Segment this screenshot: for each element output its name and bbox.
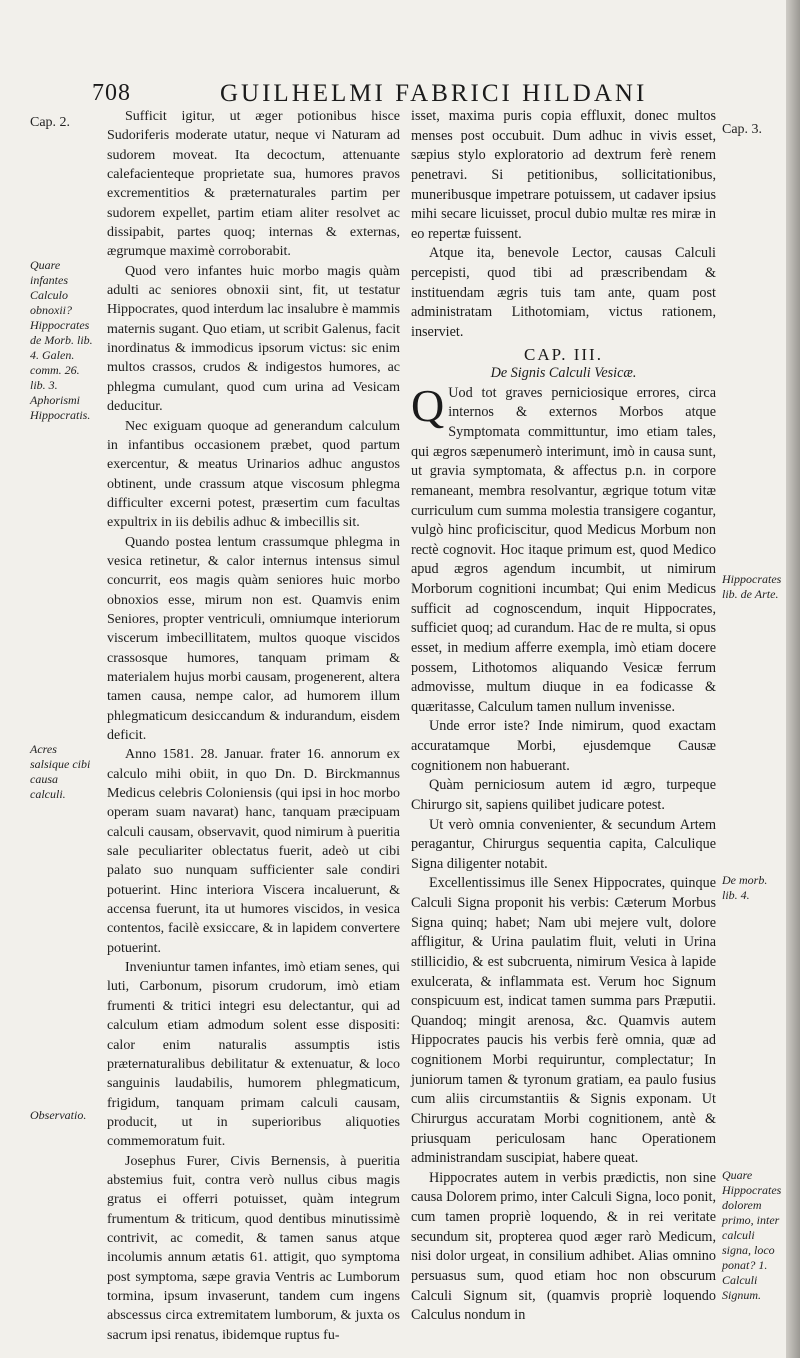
paragraph: isset, maxima puris copia effluxit, donec multos menses post occubuit. Dum adhuc in vivis esset, sæpius stylo exploratorio ad dextrum ferè renem penetravi. Si petitionibus, sollicitationibus, muneribusque impetrare potuissem, ut cadaver ipsius mihi secare licuisset, procul dubio multæ res miræ in eo repertæ fuissent.: [411, 108, 716, 242]
paragraph: Hippocrates autem in verbis prædictis, non sine causa Dolorem primo, inter Calculi Signa, loco ponit, cum tamen propriè loquendo, & in rei veritate secundum sit, propterea quod æger rarò Medicum, nisi dolor urgeat, in consilium adhibet. Alias omnino persuasus sum, quod etiam hoc non obscurum Calculi Signum sit, (quamvis propriè loquendo Calculus nondum in: [411, 1169, 716, 1324]
margin-note-acres: Acres salsique cibi causa calculi.: [30, 742, 91, 801]
chapter-subtitle: De Signis Calculi Vesicæ.: [490, 365, 637, 382]
paragraph-text: Uod tot graves perniciosique errores, circa internos & externos Morbos atque Symptomata committuntur, imo etiam tales, qui ægros sæpenumerò interimunt, imò in causa sunt, ut gravia symptomata, & affectus p.n. in corpore remaneant, membra resolvantur, ægrique totum vitæ curriculum cum summa molestia transigere cogantur, vulgò hinc proficiscitur, quod Medicus Morbum non rectè cognovit. Hoc itaque primum est, quod Medico apud ægros agendum incumbit, ut nimirum Morborum cognitioni incumbat; Qui enim Medicus sufficit ad cognoscendum, inquit Hippocrates, sufficiet quoq; ad curandum. Hac de re multa, si opus esset, in medium afferre exempla, imò etiam docere possem, Lithotomos aliquando Vesicæ ferrum admovisse, multum diuque in ea fodicasse & quæritasse, Calculum tamen nullum invenisse.: [411, 384, 716, 715]
paragraph: Josephus Furer, Civis Bernensis, à pueritia abstemius fuit, contra verò nullus cibus magis gratus ei offerri potuisset, quàm integrum frumentum & triticum, quod dentibus minutissimè contrivit, ac comedit, & tamen sanus atque incolumis annum ætatis 61. attigit, quo symptoma post symptoma, sæpe gravia Ventris ac Lumborum tormina, ipsum invaserunt, tandem cum ingens abscessus circa extremitatem lumborum, & juxta os sacrum ipsi renatus, ibidemque ruptus fu-: [107, 1153, 400, 1343]
left-column: [107, 107, 400, 1345]
margin-note-observatio: Observatio.: [30, 1108, 87, 1122]
margin-note-quare: Quare Hippocrates dolorem primo, inter calculi signa, loco ponat? 1. Calculi Signum.: [722, 1168, 782, 1302]
margin-note-arte: Hippocrates lib. de Arte.: [722, 572, 782, 601]
drop-cap: Q: [411, 379, 445, 431]
paragraph: Atque ita, benevole Lector, causas Calculi percepisti, quod tibi ad præscribendam & instituendam ægris tuis tam ante, quam post administratam Lithotomiam, victus rationem, inserviet.: [411, 245, 716, 340]
paragraph: Ut verò omnia convenienter, & secundum Artem peragantur, Chirurgus sequentia capita, Calculique Signa diligenter notabit.: [411, 816, 716, 872]
paragraph: Quod vero infantes huic morbo magis quàm adulti ac seniores obnoxii sint, fit, ut testatur Hippocrates, quod interdum lac insalubre è mammis maternis sugant. Quo etiam, ut scribit Galenus, facit inordinatus & immodicus ipsorum victus: sic enim multos crassos, crudos & indigestos humores, ac phlegma cumulant, quod cum urina ad Vesicam deducitur.: [107, 263, 400, 415]
page-header: [92, 80, 732, 110]
paragraph: Excellentissimus ille Senex Hippocrates, quinque Calculi Signa proponit his verbis: Cæterum Morbus Signa quinq; habet; Nam ubi mejere vult, dolore affligitur, & Urina paulatim fluit, veluti in Urina stillicidio, & est subcruenta, nimirum Vesica à lapide exulcerata, & inflammata est. Verum hoc Signum conspicuum est, indicat tamen summa pars Præputii. Quandoq; mingit arenosa, &c. Quamvis autem Hippocrates paucis his verbis ferè omnia, quæ ad cognitionem Morbi requiruntur, complectatur; In juniorum tamen & tyronum gratiam, ea paulo fusius cum aliis circumstantiis & Signis exponam. Ut Chirurgus accuratam Morbi cognitionem, antè & priusquam periculosam hanc Operationem administrandam suscipiat, habere queat.: [411, 875, 716, 1167]
paragraph: Sufficit igitur, ut æger potionibus hisce Sudoriferis moderate utatur, neque vi Naturam ad sudorem moveat. Ita decoctum, attenuante calefacienteque proprietate sua, humores pravos excrementitios & præternaturales partim per sudorem expellet, partim etiam aliter resolvet ac dissipabit, partes quoq; internas & externas, ægrumque maximè corroborabit.: [107, 109, 400, 260]
paragraph: [411, 379, 716, 718]
paragraph: Inveniuntur tamen infantes, imò etiam senes, qui luti, Carbonum, pisorum crudorum, imò etiam frumenti & tritici integri esu delectantur, qui ad calculum etiam admodum solent esse dispositi: calor enim naturalis assumptis istis præternaturalibus debilitatur & extenuatur, & loco sanguinis laudabilis, humorem phlegmaticum, frigidum, tanquam primam calculi causam, producit, ut in superioribus aliquoties commemoratum fuit.: [107, 960, 400, 1150]
paragraph: Nec exiguam quoque ad generandum calculum in infantibus occasionem præbet, quod partum exercentur, & meatus Urinarios adhuc angustos obtinent, unde crassum atque viscosum phlegma difficulter excerni potest, præsertim cum facultas expultrix in iis debilis adhuc & imbecillis sit.: [107, 418, 400, 531]
paragraph: Unde error iste? Inde nimirum, quod exactam accuratamque Morbi, ejusdemque Causæ cognitionem non habuerant.: [411, 718, 716, 774]
chapter-title: CAP. III.: [524, 344, 603, 364]
margin-note-demorb: De morb. lib. 4.: [722, 873, 768, 902]
margin-note-infantes: Quare infantes Calculo obnoxii? Hippocrates de Morb. lib. 4. Galen. comm. 26. lib. 3. Aphorismi Hippocratis.: [30, 258, 93, 422]
right-column: [411, 107, 716, 1326]
margin-note-cap2: Cap. 2.: [30, 115, 71, 130]
page-edge: [786, 0, 800, 1358]
paragraph: Quàm perniciosum autem id ægro, turpeque Chirurgo sit, sapiens quilibet judicare potest.: [411, 777, 716, 813]
page-number: 708: [92, 80, 131, 106]
paragraph: Anno 1581. 28. Januar. frater 16. annorum ex calculo mihi obiit, in quo Dn. D. Birckmannus Medicus celebris Coloniensis (qui ipsi in hoc morbo operam suam navarat) hanc, tanquam præcipuam calculi causam, observavit, quod nimirum à pueritia sale peculiariter oblectatus fuerit, adeò ut cibi palato suo nunquam sufficienter sale condiri potuerint. Hinc interiora Viscera incaluerunt, & accensa fuerunt, ita ut humores viscidos, in vesica contentos, facilè exsiccare, & in lapidem convertere potuerint.: [107, 747, 400, 956]
paragraph: Quando postea lentum crassumque phlegma in vesica retinetur, & calor internus intensus simul concurrit, eos magis quàm seniores huic morbo obnoxios esse, mirum non est. Quamvis enim Seniores, propter ventriculi, omniumque interiorum viscerum imbecillitatem, multos quoque viscidos crassosque humores, tanquam primam & materialem hujus morbi causam, progenerent, altera tamen causa, nempe calor, ad humorem illum phlegmaticum desiccandum & indurandum, eisdem deficit.: [107, 534, 400, 743]
margin-note-cap3: Cap. 3.: [722, 122, 763, 137]
running-head: GUILHELMI FABRICI HILDANI: [220, 80, 648, 107]
